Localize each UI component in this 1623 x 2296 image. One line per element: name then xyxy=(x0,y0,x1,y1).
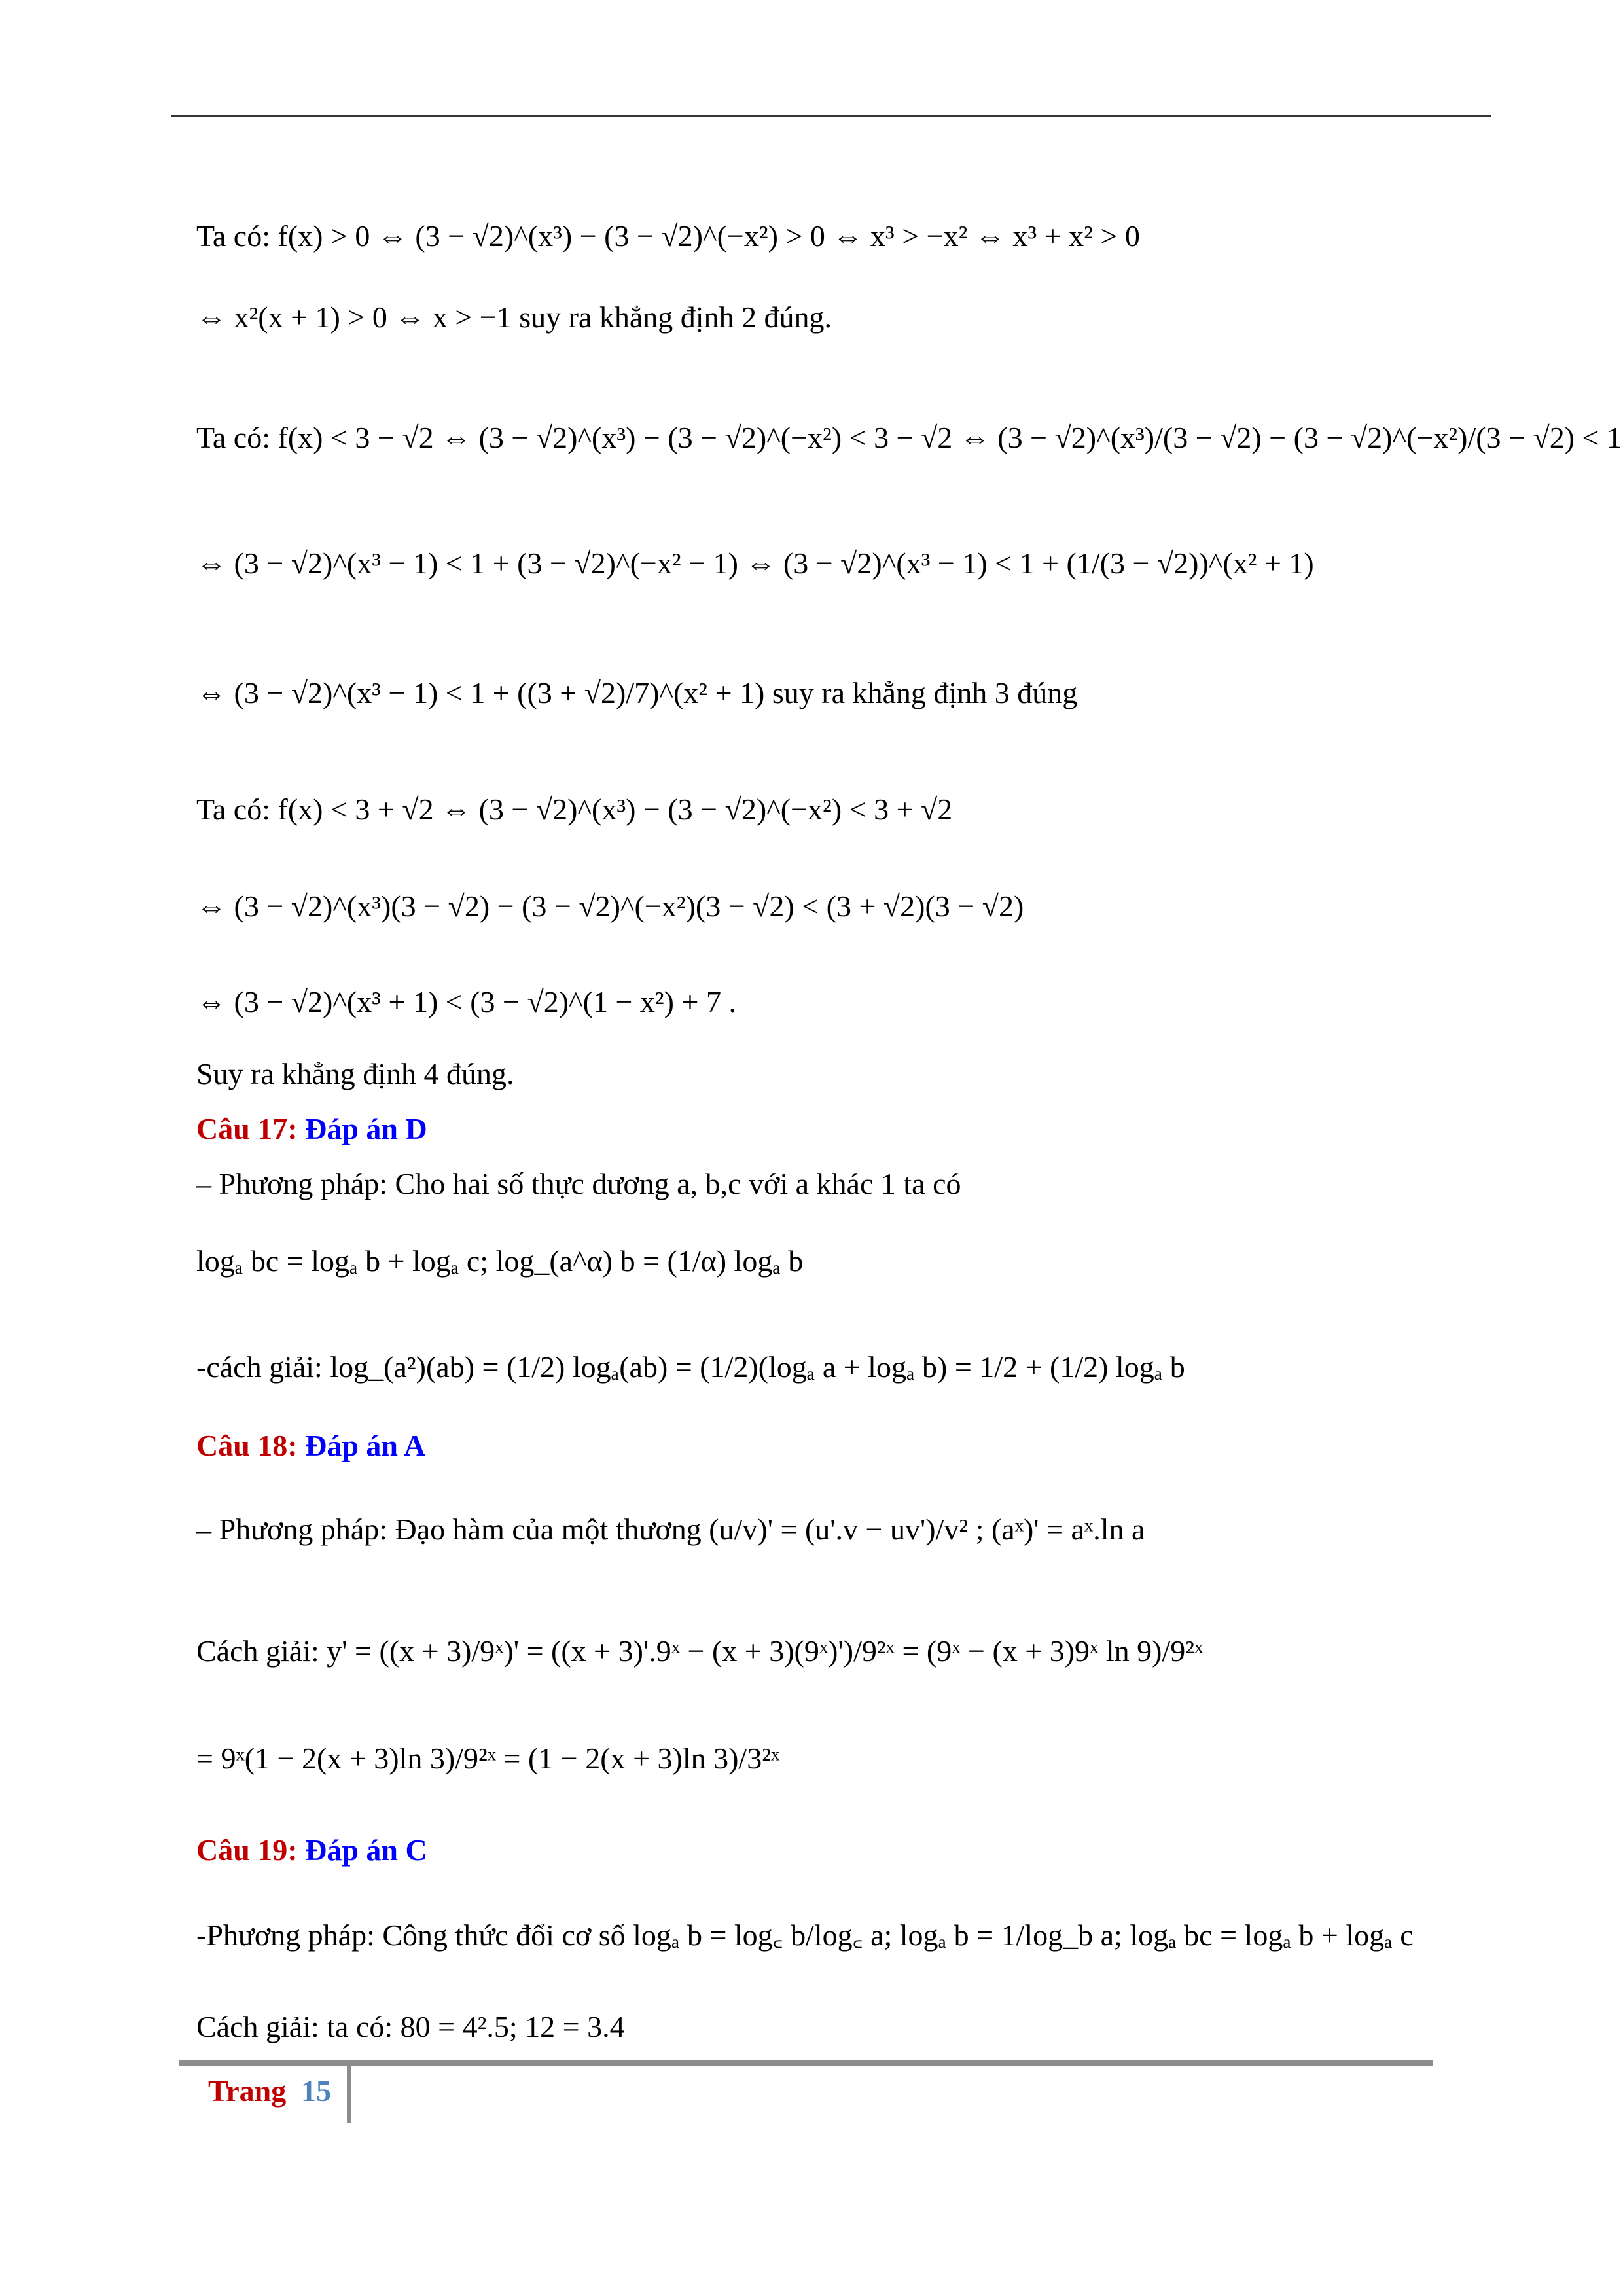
q17-answer: Đáp án D xyxy=(305,1112,427,1145)
line-equivalence-1: ⇔ (3 − √2)^(x³ − 1) < 1 + (3 − √2)^(−x² − 1) ⇔ (3 − √2)^(x³ − 1) < 1 + (1/(3 − √2))^(x² + 1) xyxy=(196,547,1314,580)
q17-method: – Phương pháp: Cho hai số thực dương a, b,c với a khác 1 ta có xyxy=(196,1167,961,1200)
line-fx-less-3-plus-root2: Ta có: f(x) < 3 + √2 ⇔ (3 − √2)^(x³) − (3 − √2)^(−x²) < 3 + √2 xyxy=(196,793,953,826)
line-conclusion-2: ⇔ x²(x + 1) > 0 ⇔ x > −1 suy ra khẳng định 2 đúng. xyxy=(196,300,832,334)
q17-label: Câu 17: xyxy=(196,1112,298,1145)
q17-formula: logₐ bc = logₐ b + logₐ c; log_(a^α) b = (1/α) logₐ b xyxy=(196,1244,804,1278)
q17-heading xyxy=(196,1114,427,1144)
footer-separator xyxy=(347,2062,351,2123)
footer-page-label: Trang xyxy=(208,2074,287,2108)
line-conclusion-4: Suy ra khẳng định 4 đúng. xyxy=(196,1057,514,1090)
q18-solution-2: = 9ˣ(1 − 2(x + 3)ln 3)/9²ˣ = (1 − 2(x + 3)ln 3)/3²ˣ xyxy=(196,1742,780,1775)
q19-answer: Đáp án C xyxy=(305,1833,427,1867)
footer-rule xyxy=(179,2060,1433,2066)
q18-heading xyxy=(196,1431,425,1461)
q19-label: Câu 19: xyxy=(196,1833,298,1867)
footer-page-number: 15 xyxy=(301,2074,331,2108)
q19-heading xyxy=(196,1835,427,1865)
line-fx-less-3-minus-root2: Ta có: f(x) < 3 − √2 ⇔ (3 − √2)^(x³) − (3 − √2)^(−x²) < 3 − √2 ⇔ (3 − √2)^(x³)/(3 − √2) − (3 − √2)^(−x²)/(3 − √2) < 1 xyxy=(196,421,1622,454)
q19-method: -Phương pháp: Công thức đổi cơ số logₐ b = log꜀ b/log꜀ a; logₐ b = 1/log_b a; logₐ bc = logₐ b + logₐ c xyxy=(196,1918,1414,1952)
line-equivalence-2: ⇔ (3 − √2)^(x³)(3 − √2) − (3 − √2)^(−x²)(3 − √2) < (3 + √2)(3 − √2) xyxy=(196,889,1024,923)
q17-solution: -cách giải: log_(a²)(ab) = (1/2) logₐ(ab) = (1/2)(logₐ a + logₐ b) = 1/2 + (1/2) logₐ b xyxy=(196,1350,1185,1384)
line-conclusion-3: ⇔ (3 − √2)^(x³ − 1) < 1 + ((3 + √2)/7)^(x² + 1) suy ra khẳng định 3 đúng xyxy=(196,676,1078,709)
q19-solution: Cách giải: ta có: 80 = 4².5; 12 = 3.4 xyxy=(196,2010,625,2043)
q18-label: Câu 18: xyxy=(196,1429,298,1462)
q18-method: – Phương pháp: Đạo hàm của một thương (u/v)' = (u'.v − uv')/v² ; (aˣ)' = aˣ.ln a xyxy=(196,1513,1145,1546)
line-equivalence-3: ⇔ (3 − √2)^(x³ + 1) < (3 − √2)^(1 − x²) + 7 . xyxy=(196,985,736,1018)
header-rule xyxy=(171,115,1491,117)
q18-solution-1: Cách giải: y' = ((x + 3)/9ˣ)' = ((x + 3)'.9ˣ − (x + 3)(9ˣ)')/9²ˣ = (9ˣ − (x + 3)9ˣ ln 9)/9²ˣ xyxy=(196,1634,1204,1668)
line-fx-positive: Ta có: f(x) > 0 ⇔ (3 − √2)^(x³) − (3 − √2)^(−x²) > 0 ⇔ x³ > −x² ⇔ x³ + x² > 0 xyxy=(196,219,1140,253)
q18-answer: Đáp án A xyxy=(305,1429,426,1462)
